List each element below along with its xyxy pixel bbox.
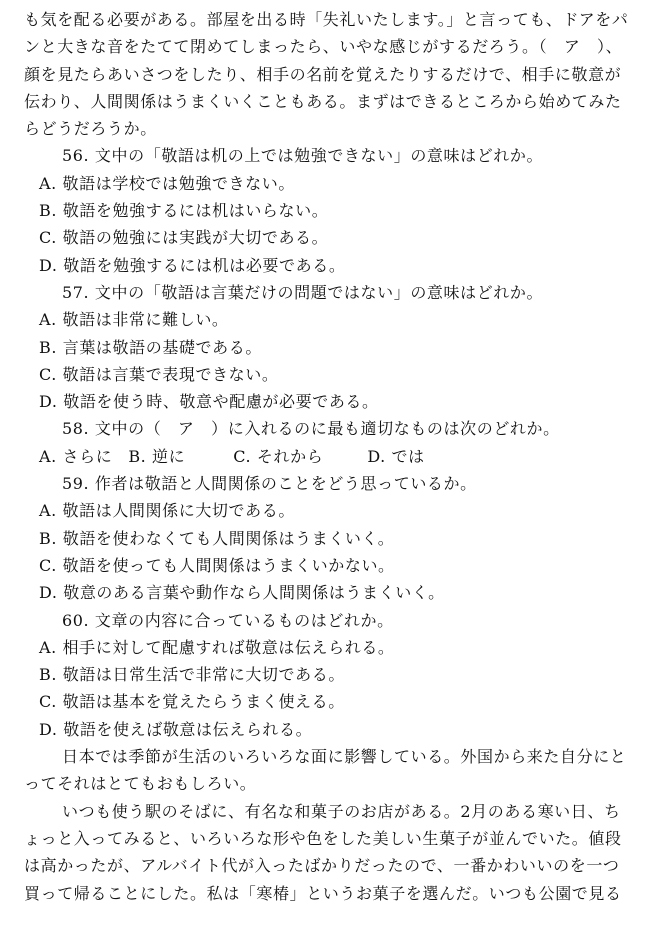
question-59 bbox=[24, 470, 660, 606]
option-b: B. 敬語を勉強するには机はいらない。 bbox=[39, 201, 329, 221]
passage-2 bbox=[24, 743, 660, 798]
option-c: C. 敬語は基本を覚えたらうまく使える。 bbox=[39, 692, 345, 712]
passage-3-line: ょっと入ってみると、いろいろな形や色をした美しい生菓子が並んでいた。値段 bbox=[24, 828, 622, 848]
question-text: 58. 文中の（ ア ）に入れるのに最も適切なものは次のどれか。 bbox=[62, 419, 560, 439]
passage-3 bbox=[24, 798, 660, 907]
option-b: B. 敬語は日常生活で非常に大切である。 bbox=[39, 665, 345, 685]
question-text: 56. 文中の「敬語は机の上では勉強できない」の意味はどれか。 bbox=[62, 146, 544, 166]
question-text: 57. 文中の「敬語は言葉だけの問題ではない」の意味はどれか。 bbox=[62, 282, 544, 302]
option-a: A. 敬語は非常に難しい。 bbox=[39, 310, 229, 330]
option-a: A. さらに bbox=[39, 446, 113, 466]
passage-1-line: も気を配る必要がある。部屋を出る時「失礼いたします。」と言っても、ドアをパ bbox=[24, 10, 629, 29]
option-d: D. 敬意のある言葉や動作なら人間関係はうまくいく。 bbox=[39, 583, 445, 603]
question-text: 60. 文章の内容に合っているものはどれか。 bbox=[62, 610, 394, 630]
option-c: C. 敬語は言葉で表現できない。 bbox=[39, 364, 279, 384]
passage-1-line: ンと大きな音をたてて閉めてしまったら、いやな感じがするだろう。（ ア ）、 bbox=[24, 37, 623, 57]
option-a: A. 敬語は人間関係に大切である。 bbox=[39, 501, 295, 521]
option-c: C. 敬語を使っても人間関係はうまくいかない。 bbox=[39, 555, 395, 575]
question-57 bbox=[24, 279, 660, 415]
question-text: 59. 作者は敬語と人間関係のことをどう思っているか。 bbox=[62, 474, 477, 494]
option-d: D. では bbox=[367, 446, 425, 466]
passage-3-line: いつも使う駅のそばに、有名な和菓子のお店がある。2月のある寒い日、ち bbox=[62, 801, 621, 821]
passage-1-line: 伝わり、人間関係はうまくいくこともある。まずはできるところから始めてみた bbox=[24, 91, 622, 111]
passage-1-line: らどうだろうか。 bbox=[24, 119, 157, 139]
option-c: C. 敬語の勉強には実践が大切である。 bbox=[39, 228, 329, 248]
question-60 bbox=[24, 607, 660, 743]
option-d: D. 敬語を使えば敬意は伝えられる。 bbox=[39, 719, 313, 739]
passage-3-line: 買って帰ることにした。私は「寒椿」というお菓子を選んだ。いつも公園で見る bbox=[24, 883, 622, 903]
question-58 bbox=[24, 415, 660, 470]
options-row bbox=[24, 443, 660, 470]
passage-2-line: 日本では季節が生活のいろいろな面に影響している。外国から来た自分にと bbox=[62, 747, 627, 767]
passage-3-line: は高かったが、アルバイト代が入ったばかりだったので、一番かわいいのを一つ bbox=[24, 856, 620, 876]
option-a: A. 相手に対して配慮すれば敬意は伝えられる。 bbox=[39, 637, 395, 657]
option-d: D. 敬語を使う時、敬意や配慮が必要である。 bbox=[39, 392, 379, 412]
option-d: D. 敬語を勉強するには机は必要である。 bbox=[39, 255, 346, 275]
option-b: B. 敬語を使わなくても人間関係はうまくいく。 bbox=[39, 528, 395, 548]
passage-1 bbox=[24, 6, 660, 142]
option-b: B. 言葉は敬語の基礎である。 bbox=[39, 337, 262, 357]
question-56 bbox=[24, 142, 660, 278]
passage-2-line: ってそれはとてもおもしろい。 bbox=[24, 774, 257, 794]
option-a: A. 敬語は学校では勉強できない。 bbox=[39, 173, 295, 193]
passage-1-line: 顔を見たらあいさつをしたり、相手の名前を覚えたりするだけで、相手に敬意が bbox=[24, 64, 622, 84]
option-b: B. 逆に bbox=[128, 446, 186, 466]
option-c: C. それから bbox=[233, 446, 324, 466]
